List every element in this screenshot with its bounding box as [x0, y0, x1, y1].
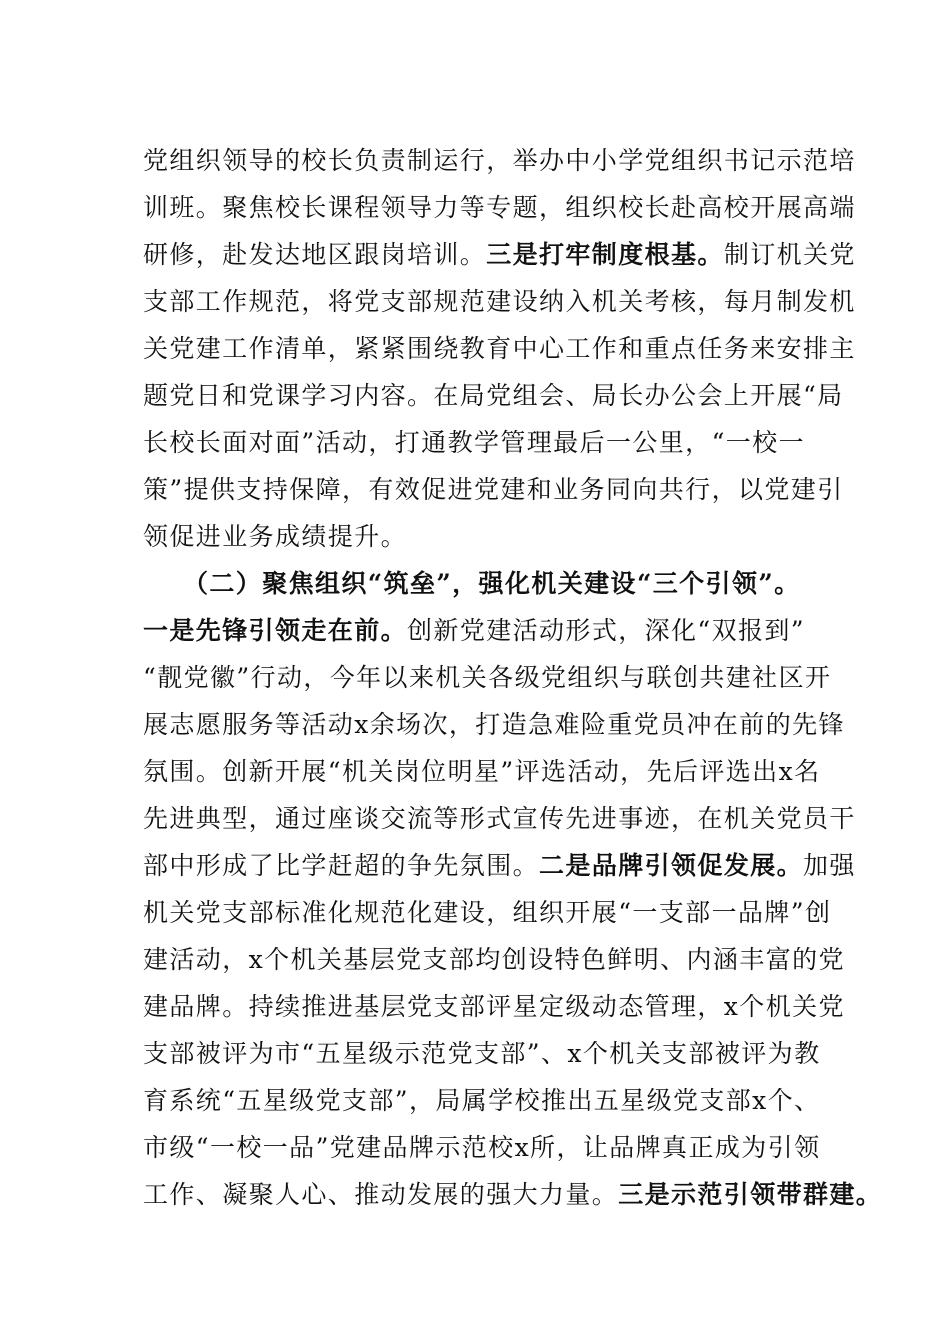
text-run: “靓党徽”行动，今年以来机关各级党组织与联创共建社区开	[143, 663, 832, 692]
text-run: 创新党建活动形式，深化“双报到”	[407, 616, 805, 645]
text-line	[143, 1128, 823, 1168]
text-line	[143, 940, 845, 980]
text-line	[143, 1175, 883, 1215]
text-run: 建活动，x个机关基层党支部均创设特色鲜明、内涵丰富的党	[143, 945, 845, 974]
text-line	[143, 282, 856, 322]
text-run: 策”提供支持保障，有效促进党建和业务同向共行，以党建引	[143, 475, 844, 504]
text-line	[143, 705, 845, 745]
bold-lead-phrase: 三是打牢制度根基。	[486, 240, 724, 269]
text-run: 支部工作规范，将党支部规范建设纳入机关考核，每月制发机	[143, 287, 856, 316]
text-run: 训班。聚焦校长课程领导力等专题，组织校长赴高校开展高端	[143, 193, 856, 222]
text-run: 制订机关党	[723, 240, 856, 269]
text-line	[143, 141, 856, 181]
text-line	[143, 611, 823, 651]
text-line	[143, 470, 844, 510]
text-run: 育系统“五星级党支部”，局属学校推出五星级党支部x个、	[143, 1086, 821, 1115]
text-line	[143, 188, 856, 228]
text-run: 长校长面对面”活动，打通教学管理最后一公里，“一校一	[143, 428, 805, 457]
section-heading-text: （二）聚焦组织“筑垒”，强化机关建设“三个引领”。	[183, 569, 801, 598]
text-run: 氛围。创新开展“机关岗位明星”评选活动，先后评选出x名	[143, 757, 821, 786]
text-line	[143, 329, 856, 369]
bold-lead-phrase: 二是品牌引领促发展。	[539, 851, 804, 880]
text-line	[143, 517, 823, 557]
text-run: 题党日和党课学习内容。在局党组会、局长办公会上开展“局	[143, 381, 844, 410]
text-run: 建品牌。持续推进基层党支部评星定级动态管理，x个机关党	[143, 992, 845, 1021]
text-run: 领促进业务成绩提升。	[143, 522, 408, 551]
text-run: 先进典型，通过座谈交流等形式宣传先进事迹，在机关党员干	[143, 804, 856, 833]
bold-lead-phrase: 一是先锋引领走在前。	[143, 616, 408, 645]
text-run: 部中形成了比学赶超的争先氛围。	[143, 851, 540, 880]
text-line	[143, 423, 823, 463]
bold-lead-phrase: 三是示范引领带群建。	[618, 1180, 883, 1209]
text-line	[143, 987, 845, 1027]
text-line	[143, 376, 844, 416]
text-line	[143, 658, 832, 698]
text-run: 机关党支部标准化规范化建设，组织开展“一支部一品牌”创	[143, 898, 832, 927]
text-run: 党组织领导的校长负责制运行，举办中小学党组织书记示范培	[143, 146, 856, 175]
text-run: 工作、凝聚人心、推动发展的强大力量。	[143, 1180, 619, 1209]
text-line	[143, 1034, 823, 1074]
section-heading	[183, 564, 863, 604]
text-run: 支部被评为市“五星级示范党支部”、x个机关支部被评为教	[143, 1039, 821, 1068]
text-line	[143, 846, 856, 886]
text-line	[143, 799, 856, 839]
text-run: 市级“一校一品”党建品牌示范校x所，让品牌真正成为引领	[143, 1133, 821, 1162]
text-run: 加强	[803, 851, 856, 880]
text-line	[143, 752, 823, 792]
text-line	[143, 893, 832, 933]
text-run: 关党建工作清单，紧紧围绕教育中心工作和重点任务来安排主	[143, 334, 856, 363]
text-run: 研修，赴发达地区跟岗培训。	[143, 240, 487, 269]
text-line	[143, 235, 856, 275]
text-line	[143, 1081, 823, 1121]
text-run: 展志愿服务等活动x余场次，打造急难险重党员冲在前的先锋	[143, 710, 845, 739]
